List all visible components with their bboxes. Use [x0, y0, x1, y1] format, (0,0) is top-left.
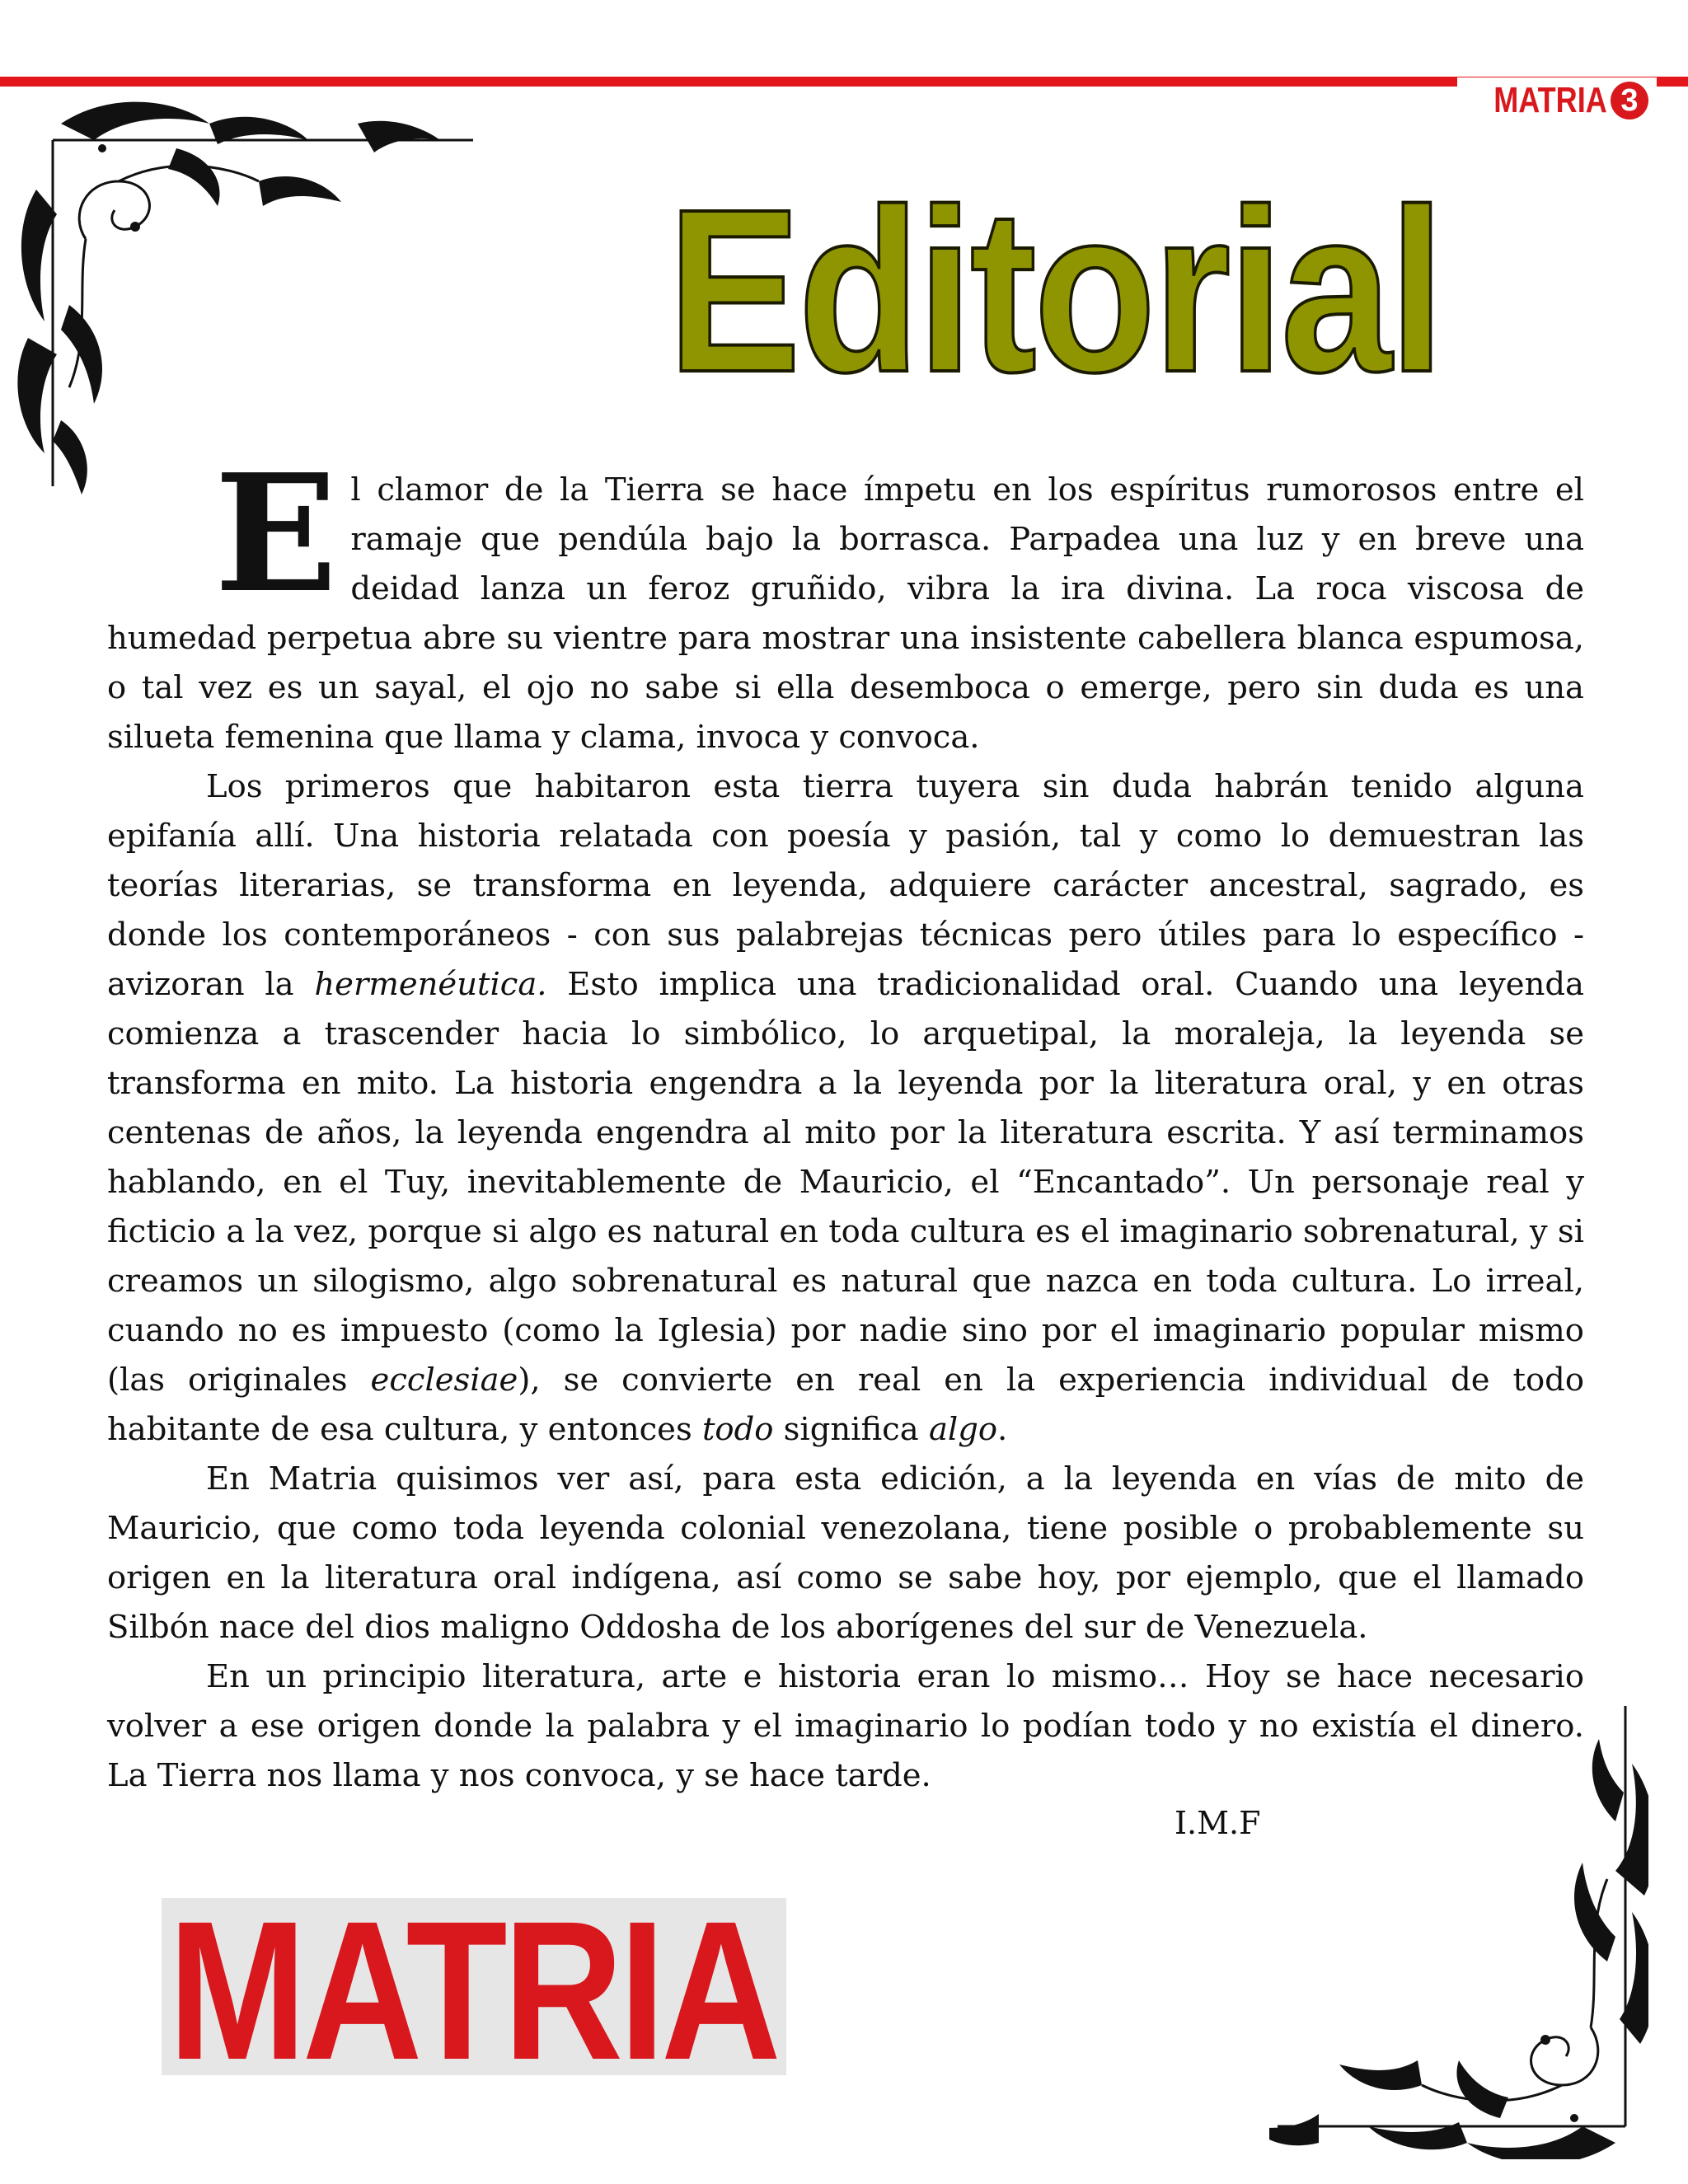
- paragraph-3: En Matria quisimos ver así, para esta edición, a la leyenda en vías de mito de Mauricio, que como toda leyenda colonial venezolana, tiene posible o probablemente su origen en la literatura oral indígena, así como se sabe hoy, por ejemplo, que el llamado Silbón nace del dios maligno Oddosha de los aborígenes del sur de Venezuela.: [107, 1460, 1584, 1646]
- page-folio: [1457, 77, 1657, 124]
- folio-brand: MATRIA: [1493, 80, 1607, 120]
- paragraph-2: [107, 762, 1584, 1455]
- paragraph-2-text-a: Los primeros que habitaron esta tierra tuyera sin duda habrán tenido alguna epifanía allí. Una historia relatada con poesía y pasión, tal y como lo demuestran las teorías literarias, se transforma en leyenda, adquiere carácter ancestral, sagrado, es donde los contemporáneos - con sus palabrejas técnicas pero útiles para lo específico - avizoran la: [107, 768, 1584, 1003]
- page-title: Editorial: [668, 161, 1442, 420]
- emphasis-ecclesiae: ecclesiae: [370, 1361, 518, 1399]
- paragraph-1-text: l clamor de la Tierra se hace ímpetu en los espíritus rumorosos entre el ramaje que pendúla bajo la borrasca. Parpadea una luz y en breve una deidad lanza un feroz gruñido, vibra la ira divina. La roca viscosa de humedad perpetua abre su vientre para mostrar una insistente cabellera blanca espumosa, o tal vez es un sayal, el ojo no sabe si ella desemboca o emerge, pero sin duda es una silueta femenina que llama y clama, invoca y convoca.: [107, 471, 1584, 756]
- emphasis-todo: todo: [701, 1411, 774, 1448]
- drop-cap: E: [214, 439, 338, 629]
- emphasis-hermeneutica: hermenéutica.: [314, 966, 547, 1003]
- paragraph-2-text-d: significa: [773, 1411, 929, 1448]
- paragraph-2-text-b: Esto implica una tradicionalidad oral. Cuando una leyenda comienza a trascender hacia lo simbólico, lo arquetipal, la moraleja, la leyenda se transforma en mito. La historia engendra a la leyenda por la literatura oral, y en otras centenas de años, la leyenda engendra al mito por la literatura escrita. Y así terminamos hablando, en el Tuy, inevitablemente de Mauricio, el “Encantado”. Un personaje real y ficticio a la vez, porque si algo es natural en toda cultura es el imaginario sobrenatural, y si creamos un silogismo, algo sobrenatural es natural que nazca en toda cultura. Lo irreal, cuando no es impuesto (como la Iglesia) por nadie sino por el imaginario popular mismo (las originales: [107, 966, 1584, 1399]
- emphasis-algo: algo: [928, 1411, 998, 1448]
- paragraph-1: [107, 439, 1584, 762]
- author-signature: I.M.F: [1175, 1805, 1261, 1841]
- editorial-body: [107, 439, 1584, 1801]
- matria-logo: [162, 1898, 786, 2075]
- logo-text: MATRIA: [168, 1898, 777, 2075]
- paragraph-2-text-e: .: [997, 1411, 1008, 1448]
- paragraph-4: En un principio literatura, arte e historia eran lo mismo… Hoy se hace necesario volver a ese origen donde la palabra y el imaginario lo podían todo y no existía el dinero. La Tierra nos llama y nos convoca, y se hace tarde.: [107, 1658, 1584, 1794]
- paragraph-2-text-c: ), se convierte en real en la experiencia individual de todo habitante de esa cultura, y entonces: [107, 1361, 1584, 1448]
- top-red-bar: [0, 77, 1688, 87]
- page-number-badge: 3: [1611, 82, 1648, 120]
